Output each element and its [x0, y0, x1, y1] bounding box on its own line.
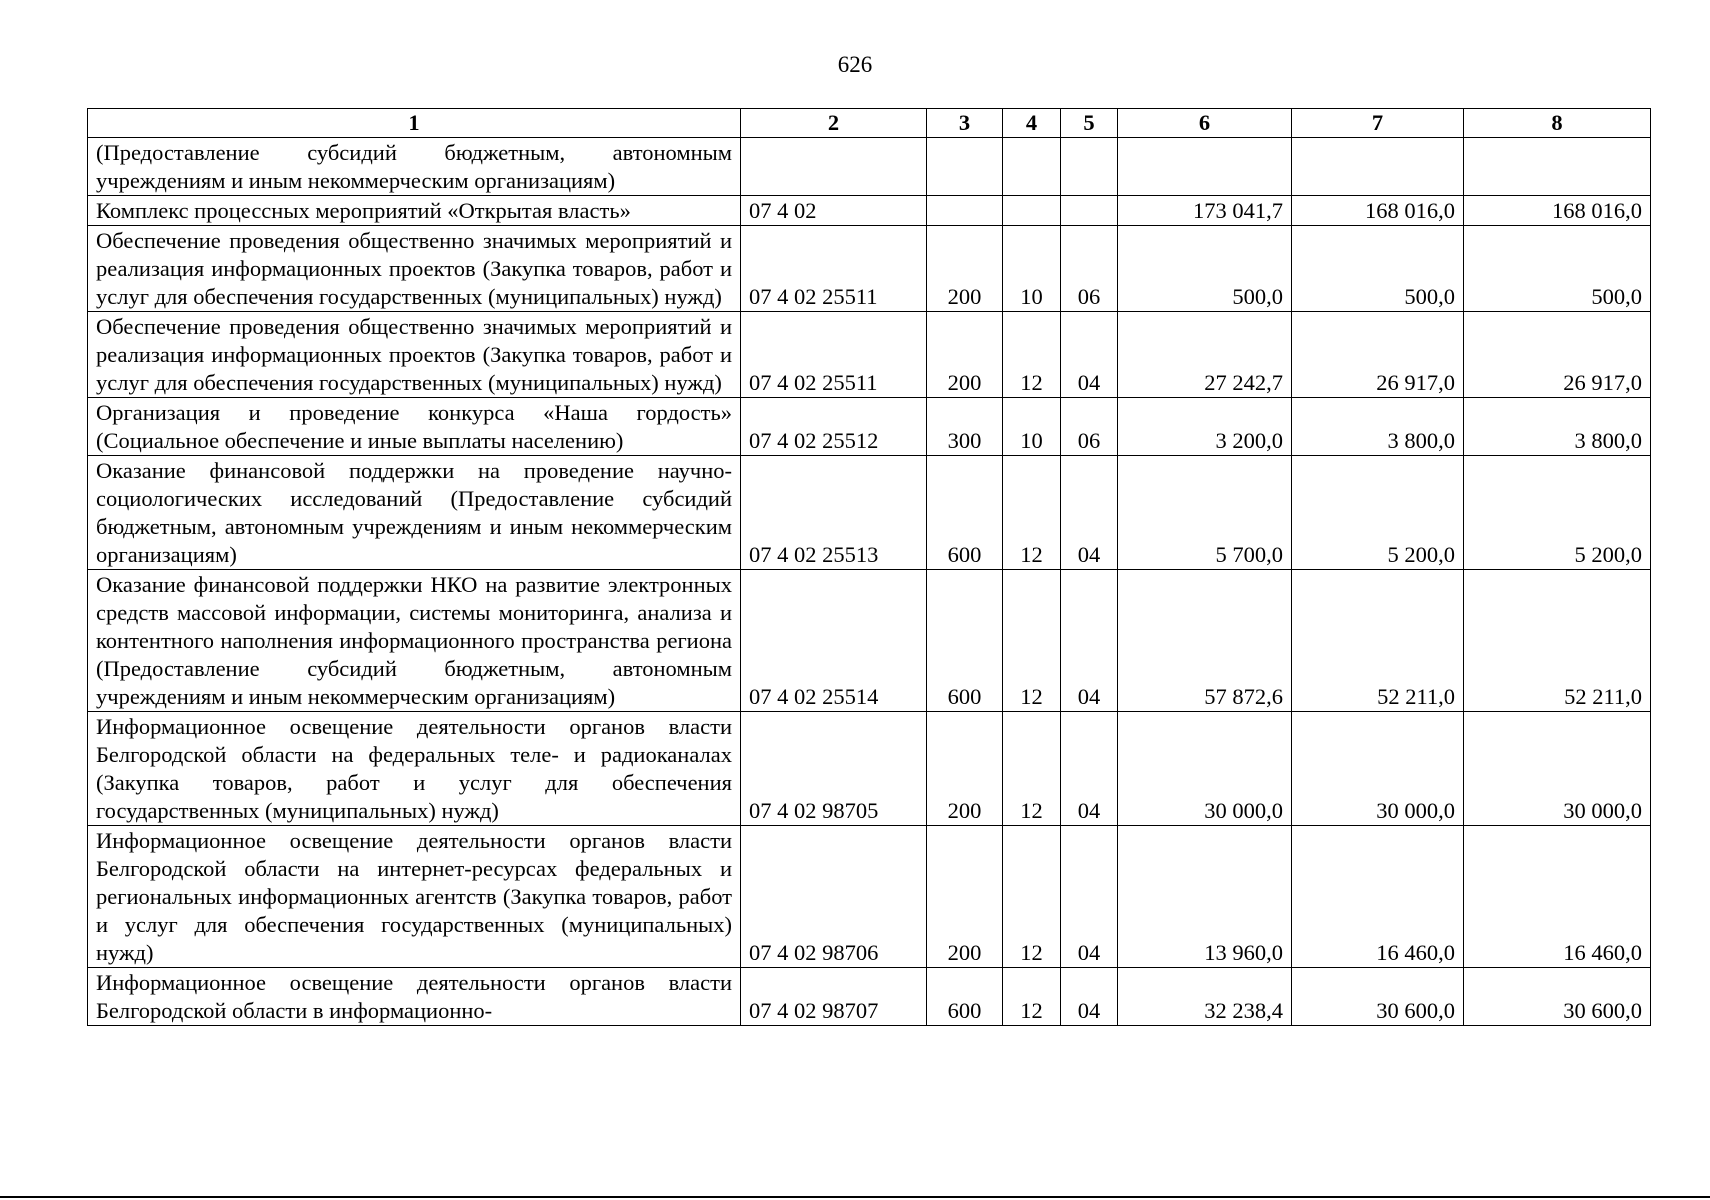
- header-col-3: 3: [927, 109, 1003, 138]
- table-body: [88, 138, 1651, 1026]
- budget-table: [87, 108, 1651, 1026]
- row-col-3: 200: [927, 712, 1003, 826]
- row-col-4: [1003, 138, 1061, 196]
- row-col-5: [1061, 138, 1118, 196]
- header-col-6: 6: [1118, 109, 1292, 138]
- row-value-7: 5 200,0: [1292, 456, 1464, 570]
- row-value-7: 168 016,0: [1292, 196, 1464, 226]
- header-col-1: 1: [88, 109, 741, 138]
- row-value-6: 57 872,6: [1118, 570, 1292, 712]
- row-value-8: 3 800,0: [1464, 398, 1651, 456]
- row-col-5: 04: [1061, 312, 1118, 398]
- row-col-5: 06: [1061, 398, 1118, 456]
- row-col-5: [1061, 196, 1118, 226]
- row-value-6: 32 238,4: [1118, 968, 1292, 1026]
- row-col-5: 04: [1061, 712, 1118, 826]
- row-col-3: 200: [927, 226, 1003, 312]
- row-code: 07 4 02 25513: [741, 456, 927, 570]
- table-row: [88, 826, 1651, 968]
- row-value-7: 16 460,0: [1292, 826, 1464, 968]
- row-value-7: 52 211,0: [1292, 570, 1464, 712]
- row-description: Комплекс процессных мероприятий «Открытая власть»: [88, 196, 741, 226]
- row-value-8: 5 200,0: [1464, 456, 1651, 570]
- row-description: Обеспечение проведения общественно значимых мероприятий и реализация информационных проектов (Закупка товаров, работ и услуг для обеспечения государственных (муниципальных) нужд): [88, 226, 741, 312]
- row-col-4: 12: [1003, 712, 1061, 826]
- row-value-7: 30 000,0: [1292, 712, 1464, 826]
- row-col-5: 04: [1061, 968, 1118, 1026]
- row-description: Информационное освещение деятельности органов власти Белгородской области в информационно-: [88, 968, 741, 1026]
- row-value-6: 500,0: [1118, 226, 1292, 312]
- row-col-4: 12: [1003, 456, 1061, 570]
- row-value-6: 5 700,0: [1118, 456, 1292, 570]
- row-col-5: 06: [1061, 226, 1118, 312]
- row-description: Оказание финансовой поддержки НКО на развитие электронных средств массовой информации, системы мониторинга, анализа и контентного наполнения информационного пространства региона (Предоставление субсидий бюджетным, автономным учреждениям и иным некоммерческим организациям): [88, 570, 741, 712]
- row-description: Организация и проведение конкурса «Наша гордость» (Социальное обеспечение и иные выплаты населению): [88, 398, 741, 456]
- row-code: [741, 138, 927, 196]
- row-col-5: 04: [1061, 570, 1118, 712]
- row-value-6: 173 041,7: [1118, 196, 1292, 226]
- table-row: [88, 398, 1651, 456]
- row-value-7: 3 800,0: [1292, 398, 1464, 456]
- row-value-8: 30 600,0: [1464, 968, 1651, 1026]
- row-col-4: 12: [1003, 826, 1061, 968]
- row-value-7: 500,0: [1292, 226, 1464, 312]
- row-value-6: 3 200,0: [1118, 398, 1292, 456]
- table-row: [88, 196, 1651, 226]
- row-value-8: 26 917,0: [1464, 312, 1651, 398]
- page-bottom-border: [0, 1196, 1710, 1198]
- row-col-3: 600: [927, 456, 1003, 570]
- row-code: 07 4 02 25511: [741, 312, 927, 398]
- header-col-8: 8: [1464, 109, 1651, 138]
- row-col-4: 10: [1003, 398, 1061, 456]
- row-col-3: 600: [927, 968, 1003, 1026]
- table-row: [88, 968, 1651, 1026]
- table-row: [88, 138, 1651, 196]
- row-value-7: 30 600,0: [1292, 968, 1464, 1026]
- page-number: 626: [837, 52, 873, 77]
- header-col-4: 4: [1003, 109, 1061, 138]
- row-col-4: 10: [1003, 226, 1061, 312]
- row-col-4: [1003, 196, 1061, 226]
- row-description: Информационное освещение деятельности органов власти Белгородской области на интернет-ресурсах федеральных и региональных информационных агентств (Закупка товаров, работ и услуг для обеспечения государственных (муниципальных) нужд): [88, 826, 741, 968]
- row-col-5: 04: [1061, 456, 1118, 570]
- row-value-8: 168 016,0: [1464, 196, 1651, 226]
- table-row: [88, 456, 1651, 570]
- row-value-7: 26 917,0: [1292, 312, 1464, 398]
- header-row: [88, 109, 1651, 138]
- row-code: 07 4 02 98706: [741, 826, 927, 968]
- row-col-5: 04: [1061, 826, 1118, 968]
- row-col-3: [927, 196, 1003, 226]
- row-value-6: 13 960,0: [1118, 826, 1292, 968]
- row-value-8: 500,0: [1464, 226, 1651, 312]
- row-code: 07 4 02: [741, 196, 927, 226]
- row-col-4: 12: [1003, 968, 1061, 1026]
- row-value-6: 30 000,0: [1118, 712, 1292, 826]
- row-code: 07 4 02 25514: [741, 570, 927, 712]
- row-description: (Предоставление субсидий бюджетным, автономным учреждениям и иным некоммерческим организациям): [88, 138, 741, 196]
- header-col-5: 5: [1061, 109, 1118, 138]
- row-value-8: 16 460,0: [1464, 826, 1651, 968]
- row-value-7: [1292, 138, 1464, 196]
- row-col-3: 200: [927, 312, 1003, 398]
- table-row: [88, 226, 1651, 312]
- header-col-7: 7: [1292, 109, 1464, 138]
- row-code: 07 4 02 98705: [741, 712, 927, 826]
- row-col-3: [927, 138, 1003, 196]
- table-row: [88, 570, 1651, 712]
- budget-table-container: [87, 108, 1651, 1026]
- row-description: Обеспечение проведения общественно значимых мероприятий и реализация информационных проектов (Закупка товаров, работ и услуг для обеспечения государственных (муниципальных) нужд): [88, 312, 741, 398]
- row-col-3: 300: [927, 398, 1003, 456]
- table-row: [88, 712, 1651, 826]
- row-code: 07 4 02 98707: [741, 968, 927, 1026]
- row-col-3: 200: [927, 826, 1003, 968]
- row-code: 07 4 02 25511: [741, 226, 927, 312]
- row-description: Информационное освещение деятельности органов власти Белгородской области на федеральных теле- и радиоканалах (Закупка товаров, работ и услуг для обеспечения государственных (муниципальных) нужд): [88, 712, 741, 826]
- header-col-2: 2: [741, 109, 927, 138]
- row-value-8: 30 000,0: [1464, 712, 1651, 826]
- row-description: Оказание финансовой поддержки на проведение научно-социологических исследований (Предоставление субсидий бюджетным, автономным учреждениям и иным некоммерческим организациям): [88, 456, 741, 570]
- row-col-4: 12: [1003, 312, 1061, 398]
- row-value-8: 52 211,0: [1464, 570, 1651, 712]
- row-value-6: 27 242,7: [1118, 312, 1292, 398]
- row-value-6: [1118, 138, 1292, 196]
- row-value-8: [1464, 138, 1651, 196]
- row-code: 07 4 02 25512: [741, 398, 927, 456]
- table-row: [88, 312, 1651, 398]
- row-col-3: 600: [927, 570, 1003, 712]
- row-col-4: 12: [1003, 570, 1061, 712]
